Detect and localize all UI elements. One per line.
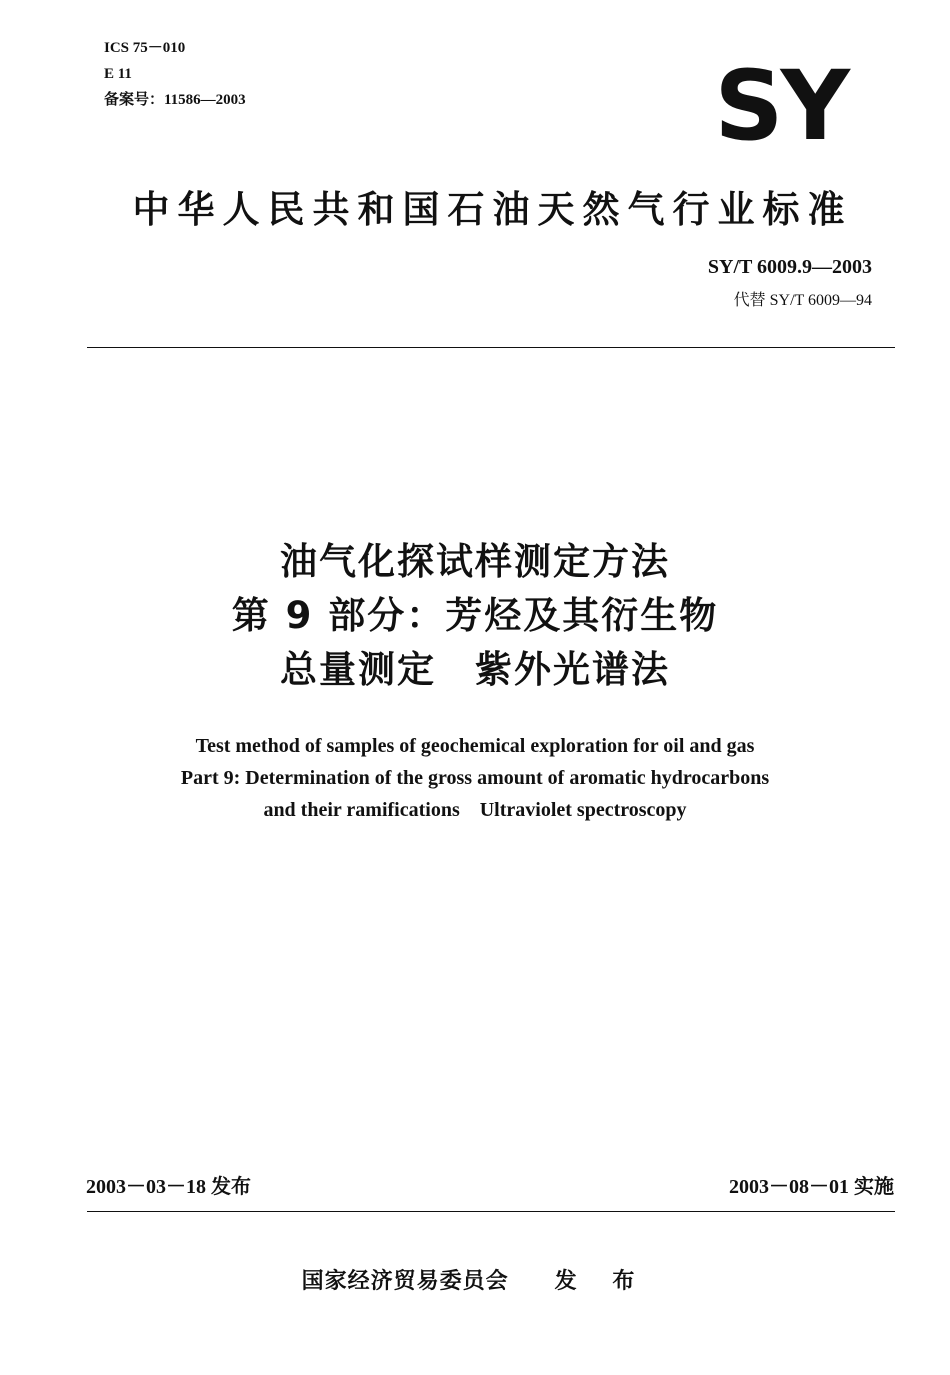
issue-date: 2003－03－18	[86, 1176, 206, 1198]
classification-code: E 11	[104, 66, 132, 82]
footer-divider	[87, 1211, 895, 1212]
issue-label: 发布	[211, 1174, 251, 1198]
effective-date: 2003－08－01	[729, 1176, 849, 1198]
standard-number: SY/T 6009.9—2003	[707, 256, 872, 278]
title-cn-line-2: 第 9 部分：芳烃及其衍生物	[231, 594, 719, 637]
publish-action: 发 布	[554, 1269, 649, 1294]
sy-logo: SY	[714, 50, 847, 162]
title-en-line-3: and their ramifications Ultraviolet spectroscopy	[263, 799, 687, 821]
title-cn-line-1: 油气化探试样测定方法	[280, 540, 670, 583]
title-cn-line-3: 总量测定 紫外光谱法	[280, 648, 670, 691]
ics-code: ICS 75－010	[104, 40, 186, 56]
issuing-authority-title: 中华人民共和国石油天然气行业标准	[132, 188, 853, 231]
replaces-standard: 代替 SY/T 6009—94	[733, 292, 872, 309]
effective-date-block	[729, 1170, 894, 1199]
header-divider	[87, 347, 895, 348]
publisher-block	[0, 1264, 950, 1295]
title-en-line-1: Test method of samples of geochemical exploration for oil and gas	[195, 735, 755, 757]
issue-date-block	[86, 1170, 251, 1199]
effective-label: 实施	[854, 1174, 894, 1198]
title-en-line-2: Part 9: Determination of the gross amount of aromatic hydrocarbons	[180, 767, 770, 789]
publisher-name: 国家经济贸易委员会	[301, 1269, 509, 1294]
record-number: 备案号：11586—2003	[104, 92, 246, 108]
